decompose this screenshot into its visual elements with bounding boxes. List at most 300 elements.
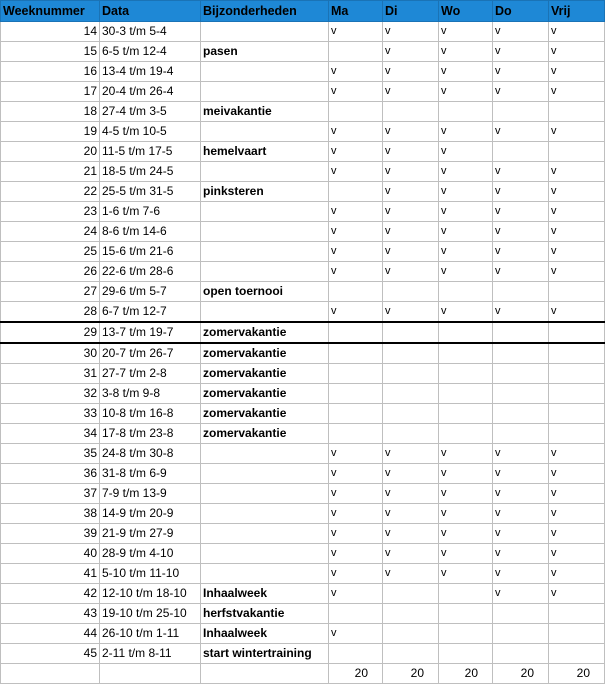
- day-cell-vrij[interactable]: [549, 384, 605, 404]
- note-cell[interactable]: pasen: [201, 42, 329, 62]
- day-cell-di[interactable]: [383, 384, 439, 404]
- day-cell-ma[interactable]: v: [329, 524, 383, 544]
- day-cell-vrij[interactable]: [549, 142, 605, 162]
- date-range-cell[interactable]: 7-9 t/m 13-9: [100, 484, 201, 504]
- day-cell-vrij[interactable]: v: [549, 242, 605, 262]
- week-number-cell[interactable]: 41: [1, 564, 100, 584]
- week-number-cell[interactable]: 30: [1, 343, 100, 364]
- day-cell-do[interactable]: [493, 364, 549, 384]
- day-cell-do[interactable]: [493, 343, 549, 364]
- table-row: [1, 444, 605, 464]
- week-number-cell[interactable]: 33: [1, 404, 100, 424]
- day-cell-wo[interactable]: [439, 102, 493, 122]
- day-cell-do[interactable]: [493, 384, 549, 404]
- day-cell-wo[interactable]: v: [439, 162, 493, 182]
- table-row: [1, 404, 605, 424]
- note-cell[interactable]: [201, 524, 329, 544]
- note-cell[interactable]: zomervakantie: [201, 364, 329, 384]
- day-cell-ma[interactable]: [329, 282, 383, 302]
- day-cell-do[interactable]: [493, 102, 549, 122]
- total-di[interactable]: 20: [383, 664, 439, 684]
- note-cell[interactable]: zomervakantie: [201, 424, 329, 444]
- day-cell-di[interactable]: v: [383, 504, 439, 524]
- day-cell-do[interactable]: v: [493, 222, 549, 242]
- day-cell-vrij[interactable]: v: [549, 444, 605, 464]
- day-cell-do[interactable]: v: [493, 484, 549, 504]
- header-wo[interactable]: Wo: [439, 1, 493, 22]
- week-number-cell[interactable]: 14: [1, 22, 100, 42]
- week-number-cell[interactable]: 25: [1, 242, 100, 262]
- note-cell[interactable]: [201, 22, 329, 42]
- table-row: [1, 584, 605, 604]
- week-number-cell[interactable]: 28: [1, 302, 100, 323]
- week-number-cell[interactable]: 37: [1, 484, 100, 504]
- week-number-cell[interactable]: 34: [1, 424, 100, 444]
- header-row: [1, 1, 605, 22]
- header-data[interactable]: Data: [100, 1, 201, 22]
- day-cell-ma[interactable]: [329, 384, 383, 404]
- day-cell-wo[interactable]: v: [439, 82, 493, 102]
- day-cell-di[interactable]: [383, 644, 439, 664]
- table-row: [1, 222, 605, 242]
- date-range-cell[interactable]: 4-5 t/m 10-5: [100, 122, 201, 142]
- day-cell-do[interactable]: [493, 282, 549, 302]
- note-cell[interactable]: pinksteren: [201, 182, 329, 202]
- day-cell-di[interactable]: [383, 424, 439, 444]
- date-range-cell[interactable]: 15-6 t/m 21-6: [100, 242, 201, 262]
- date-range-cell[interactable]: 26-10 t/m 1-11: [100, 624, 201, 644]
- day-cell-ma[interactable]: [329, 182, 383, 202]
- day-cell-wo[interactable]: [439, 364, 493, 384]
- table-row: [1, 524, 605, 544]
- date-range-cell[interactable]: 22-6 t/m 28-6: [100, 262, 201, 282]
- note-cell[interactable]: [201, 162, 329, 182]
- day-cell-vrij[interactable]: [549, 322, 605, 343]
- day-cell-do[interactable]: [493, 142, 549, 162]
- day-cell-vrij[interactable]: [549, 604, 605, 624]
- table-row: [1, 343, 605, 364]
- day-cell-vrij[interactable]: [549, 644, 605, 664]
- note-cell[interactable]: Inhaalweek: [201, 624, 329, 644]
- day-cell-wo[interactable]: v: [439, 464, 493, 484]
- week-number-cell[interactable]: 40: [1, 544, 100, 564]
- day-cell-wo[interactable]: v: [439, 544, 493, 564]
- day-cell-vrij[interactable]: v: [549, 22, 605, 42]
- day-cell-ma[interactable]: v: [329, 624, 383, 644]
- day-cell-wo[interactable]: v: [439, 262, 493, 282]
- day-cell-wo[interactable]: [439, 604, 493, 624]
- day-cell-ma[interactable]: v: [329, 544, 383, 564]
- day-cell-di[interactable]: [383, 282, 439, 302]
- day-cell-wo[interactable]: v: [439, 222, 493, 242]
- day-cell-di[interactable]: v: [383, 22, 439, 42]
- note-cell[interactable]: [201, 202, 329, 222]
- week-number-cell[interactable]: 42: [1, 584, 100, 604]
- week-number-cell[interactable]: 36: [1, 464, 100, 484]
- day-cell-ma[interactable]: v: [329, 444, 383, 464]
- day-cell-di[interactable]: [383, 322, 439, 343]
- day-cell-di[interactable]: v: [383, 222, 439, 242]
- day-cell-vrij[interactable]: [549, 102, 605, 122]
- date-range-cell[interactable]: 1-6 t/m 7-6: [100, 202, 201, 222]
- date-range-cell[interactable]: 30-3 t/m 5-4: [100, 22, 201, 42]
- day-cell-ma[interactable]: v: [329, 22, 383, 42]
- day-cell-ma[interactable]: v: [329, 262, 383, 282]
- day-cell-ma[interactable]: v: [329, 142, 383, 162]
- day-cell-vrij[interactable]: v: [549, 262, 605, 282]
- date-range-cell[interactable]: 6-5 t/m 12-4: [100, 42, 201, 62]
- week-number-cell[interactable]: 45: [1, 644, 100, 664]
- day-cell-wo[interactable]: v: [439, 42, 493, 62]
- week-number-cell[interactable]: 21: [1, 162, 100, 182]
- date-range-cell[interactable]: 20-4 t/m 26-4: [100, 82, 201, 102]
- note-cell[interactable]: [201, 444, 329, 464]
- day-cell-vrij[interactable]: [549, 282, 605, 302]
- table-row: [1, 62, 605, 82]
- day-cell-wo[interactable]: v: [439, 524, 493, 544]
- day-cell-do[interactable]: v: [493, 22, 549, 42]
- totals-blank-cell[interactable]: [201, 664, 329, 684]
- header-weeknummer[interactable]: Weeknummer: [1, 1, 100, 22]
- day-cell-di[interactable]: v: [383, 262, 439, 282]
- note-cell[interactable]: start wintertraining: [201, 644, 329, 664]
- day-cell-ma[interactable]: v: [329, 584, 383, 604]
- note-cell[interactable]: [201, 242, 329, 262]
- header-vrij[interactable]: Vrij: [549, 1, 605, 22]
- day-cell-vrij[interactable]: [549, 364, 605, 384]
- day-cell-ma[interactable]: v: [329, 484, 383, 504]
- day-cell-di[interactable]: v: [383, 182, 439, 202]
- date-range-cell[interactable]: 31-8 t/m 6-9: [100, 464, 201, 484]
- day-cell-do[interactable]: v: [493, 202, 549, 222]
- day-cell-di[interactable]: v: [383, 62, 439, 82]
- note-cell[interactable]: zomervakantie: [201, 322, 329, 343]
- note-cell[interactable]: [201, 62, 329, 82]
- day-cell-do[interactable]: v: [493, 162, 549, 182]
- day-cell-vrij[interactable]: [549, 424, 605, 444]
- week-number-cell[interactable]: 23: [1, 202, 100, 222]
- day-cell-vrij[interactable]: [549, 343, 605, 364]
- note-cell[interactable]: [201, 122, 329, 142]
- day-cell-wo[interactable]: [439, 282, 493, 302]
- day-cell-do[interactable]: v: [493, 42, 549, 62]
- table-row: [1, 384, 605, 404]
- day-cell-do[interactable]: [493, 624, 549, 644]
- day-cell-ma[interactable]: [329, 343, 383, 364]
- day-cell-do[interactable]: v: [493, 262, 549, 282]
- table-row: [1, 142, 605, 162]
- table-row: [1, 544, 605, 564]
- totals-blank-cell[interactable]: [1, 664, 100, 684]
- day-cell-vrij[interactable]: [549, 404, 605, 424]
- note-cell[interactable]: [201, 82, 329, 102]
- date-range-cell[interactable]: 28-9 t/m 4-10: [100, 544, 201, 564]
- day-cell-wo[interactable]: v: [439, 62, 493, 82]
- day-cell-di[interactable]: [383, 624, 439, 644]
- day-cell-wo[interactable]: v: [439, 202, 493, 222]
- day-cell-vrij[interactable]: v: [549, 82, 605, 102]
- totals-blank-cell[interactable]: [100, 664, 201, 684]
- day-cell-di[interactable]: [383, 584, 439, 604]
- date-range-cell[interactable]: 10-8 t/m 16-8: [100, 404, 201, 424]
- date-range-cell[interactable]: 29-6 t/m 5-7: [100, 282, 201, 302]
- week-number-cell[interactable]: 39: [1, 524, 100, 544]
- day-cell-ma[interactable]: v: [329, 202, 383, 222]
- header-di[interactable]: Di: [383, 1, 439, 22]
- date-range-cell[interactable]: 2-11 t/m 8-11: [100, 644, 201, 664]
- week-number-cell[interactable]: 38: [1, 504, 100, 524]
- total-wo[interactable]: 20: [439, 664, 493, 684]
- date-range-cell[interactable]: 19-10 t/m 25-10: [100, 604, 201, 624]
- day-cell-vrij[interactable]: v: [549, 202, 605, 222]
- day-cell-di[interactable]: v: [383, 242, 439, 262]
- header-ma[interactable]: Ma: [329, 1, 383, 22]
- table-row: [1, 202, 605, 222]
- week-number-cell[interactable]: 19: [1, 122, 100, 142]
- day-cell-do[interactable]: v: [493, 182, 549, 202]
- note-cell[interactable]: zomervakantie: [201, 384, 329, 404]
- day-cell-do[interactable]: [493, 424, 549, 444]
- date-range-cell[interactable]: 5-10 t/m 11-10: [100, 564, 201, 584]
- day-cell-di[interactable]: [383, 404, 439, 424]
- date-range-cell[interactable]: 24-8 t/m 30-8: [100, 444, 201, 464]
- week-number-cell[interactable]: 18: [1, 102, 100, 122]
- day-cell-wo[interactable]: v: [439, 504, 493, 524]
- note-cell[interactable]: open toernooi: [201, 282, 329, 302]
- day-cell-vrij[interactable]: v: [549, 302, 605, 323]
- day-cell-ma[interactable]: [329, 42, 383, 62]
- table-row: [1, 42, 605, 62]
- day-cell-wo[interactable]: [439, 584, 493, 604]
- note-cell[interactable]: [201, 484, 329, 504]
- day-cell-do[interactable]: v: [493, 82, 549, 102]
- day-cell-di[interactable]: v: [383, 122, 439, 142]
- day-cell-di[interactable]: [383, 343, 439, 364]
- day-cell-wo[interactable]: v: [439, 242, 493, 262]
- day-cell-do[interactable]: [493, 322, 549, 343]
- day-cell-ma[interactable]: v: [329, 62, 383, 82]
- day-cell-ma[interactable]: v: [329, 242, 383, 262]
- note-cell[interactable]: [201, 222, 329, 242]
- table-row: [1, 162, 605, 182]
- table-row: [1, 564, 605, 584]
- table-row: [1, 644, 605, 664]
- day-cell-di[interactable]: [383, 604, 439, 624]
- day-cell-ma[interactable]: [329, 424, 383, 444]
- day-cell-do[interactable]: v: [493, 122, 549, 142]
- day-cell-di[interactable]: v: [383, 564, 439, 584]
- day-cell-ma[interactable]: [329, 102, 383, 122]
- day-cell-di[interactable]: v: [383, 302, 439, 323]
- day-cell-do[interactable]: v: [493, 62, 549, 82]
- day-cell-ma[interactable]: [329, 322, 383, 343]
- week-number-cell[interactable]: 24: [1, 222, 100, 242]
- day-cell-vrij[interactable]: v: [549, 584, 605, 604]
- day-cell-vrij[interactable]: v: [549, 524, 605, 544]
- date-range-cell[interactable]: 27-7 t/m 2-8: [100, 364, 201, 384]
- header-do[interactable]: Do: [493, 1, 549, 22]
- day-cell-wo[interactable]: v: [439, 444, 493, 464]
- note-cell[interactable]: [201, 564, 329, 584]
- week-number-cell[interactable]: 16: [1, 62, 100, 82]
- date-range-cell[interactable]: 3-8 t/m 9-8: [100, 384, 201, 404]
- day-cell-do[interactable]: v: [493, 302, 549, 323]
- day-cell-do[interactable]: v: [493, 504, 549, 524]
- day-cell-wo[interactable]: [439, 343, 493, 364]
- table-row: [1, 464, 605, 484]
- week-number-cell[interactable]: 26: [1, 262, 100, 282]
- table-row: [1, 302, 605, 323]
- day-cell-do[interactable]: v: [493, 584, 549, 604]
- day-cell-ma[interactable]: [329, 604, 383, 624]
- day-cell-wo[interactable]: [439, 624, 493, 644]
- day-cell-do[interactable]: [493, 604, 549, 624]
- day-cell-ma[interactable]: [329, 644, 383, 664]
- day-cell-di[interactable]: v: [383, 82, 439, 102]
- day-cell-vrij[interactable]: v: [549, 484, 605, 504]
- date-range-cell[interactable]: 18-5 t/m 24-5: [100, 162, 201, 182]
- note-cell[interactable]: [201, 544, 329, 564]
- table-row: [1, 604, 605, 624]
- day-cell-ma[interactable]: v: [329, 302, 383, 323]
- week-number-cell[interactable]: 22: [1, 182, 100, 202]
- day-cell-di[interactable]: v: [383, 162, 439, 182]
- date-range-cell[interactable]: 20-7 t/m 26-7: [100, 343, 201, 364]
- day-cell-wo[interactable]: [439, 384, 493, 404]
- day-cell-wo[interactable]: v: [439, 142, 493, 162]
- day-cell-do[interactable]: v: [493, 544, 549, 564]
- day-cell-wo[interactable]: v: [439, 302, 493, 323]
- week-number-cell[interactable]: 15: [1, 42, 100, 62]
- note-cell[interactable]: [201, 262, 329, 282]
- table-row: [1, 22, 605, 42]
- day-cell-wo[interactable]: v: [439, 564, 493, 584]
- day-cell-di[interactable]: v: [383, 202, 439, 222]
- day-cell-ma[interactable]: v: [329, 222, 383, 242]
- date-range-cell[interactable]: 12-10 t/m 18-10: [100, 584, 201, 604]
- day-cell-wo[interactable]: [439, 404, 493, 424]
- date-range-cell[interactable]: 27-4 t/m 3-5: [100, 102, 201, 122]
- date-range-cell[interactable]: 8-6 t/m 14-6: [100, 222, 201, 242]
- week-number-cell[interactable]: 43: [1, 604, 100, 624]
- day-cell-vrij[interactable]: v: [549, 62, 605, 82]
- day-cell-wo[interactable]: v: [439, 182, 493, 202]
- note-cell[interactable]: [201, 302, 329, 323]
- day-cell-do[interactable]: v: [493, 444, 549, 464]
- date-range-cell[interactable]: 21-9 t/m 27-9: [100, 524, 201, 544]
- day-cell-di[interactable]: v: [383, 42, 439, 62]
- date-range-cell[interactable]: 25-5 t/m 31-5: [100, 182, 201, 202]
- day-cell-vrij[interactable]: [549, 624, 605, 644]
- table-row: [1, 182, 605, 202]
- day-cell-vrij[interactable]: v: [549, 222, 605, 242]
- week-number-cell[interactable]: 29: [1, 322, 100, 343]
- day-cell-do[interactable]: v: [493, 464, 549, 484]
- table-row: [1, 242, 605, 262]
- date-range-cell[interactable]: 14-9 t/m 20-9: [100, 504, 201, 524]
- day-cell-vrij[interactable]: v: [549, 182, 605, 202]
- day-cell-wo[interactable]: [439, 424, 493, 444]
- total-do[interactable]: 20: [493, 664, 549, 684]
- table-row: [1, 424, 605, 444]
- day-cell-wo[interactable]: [439, 322, 493, 343]
- table-row: [1, 282, 605, 302]
- day-cell-vrij[interactable]: v: [549, 162, 605, 182]
- day-cell-ma[interactable]: v: [329, 162, 383, 182]
- total-ma[interactable]: 20: [329, 664, 383, 684]
- day-cell-ma[interactable]: v: [329, 564, 383, 584]
- day-cell-ma[interactable]: v: [329, 504, 383, 524]
- note-cell[interactable]: hemelvaart: [201, 142, 329, 162]
- day-cell-do[interactable]: v: [493, 564, 549, 584]
- day-cell-vrij[interactable]: v: [549, 464, 605, 484]
- week-number-cell[interactable]: 27: [1, 282, 100, 302]
- day-cell-vrij[interactable]: v: [549, 122, 605, 142]
- note-cell[interactable]: [201, 464, 329, 484]
- note-cell[interactable]: zomervakantie: [201, 404, 329, 424]
- date-range-cell[interactable]: 11-5 t/m 17-5: [100, 142, 201, 162]
- day-cell-di[interactable]: v: [383, 142, 439, 162]
- date-range-cell[interactable]: 6-7 t/m 12-7: [100, 302, 201, 323]
- day-cell-ma[interactable]: v: [329, 464, 383, 484]
- day-cell-vrij[interactable]: v: [549, 42, 605, 62]
- day-cell-ma[interactable]: v: [329, 82, 383, 102]
- day-cell-di[interactable]: v: [383, 544, 439, 564]
- table-row: [1, 262, 605, 282]
- table-row: [1, 504, 605, 524]
- day-cell-wo[interactable]: v: [439, 22, 493, 42]
- day-cell-di[interactable]: [383, 364, 439, 384]
- day-cell-di[interactable]: v: [383, 464, 439, 484]
- table-row: [1, 364, 605, 384]
- day-cell-wo[interactable]: v: [439, 122, 493, 142]
- week-number-cell[interactable]: 20: [1, 142, 100, 162]
- week-number-cell[interactable]: 35: [1, 444, 100, 464]
- note-cell[interactable]: herfstvakantie: [201, 604, 329, 624]
- note-cell[interactable]: Inhaalweek: [201, 584, 329, 604]
- table-row: [1, 624, 605, 644]
- day-cell-ma[interactable]: [329, 404, 383, 424]
- day-cell-do[interactable]: [493, 404, 549, 424]
- day-cell-di[interactable]: [383, 102, 439, 122]
- day-cell-di[interactable]: v: [383, 444, 439, 464]
- total-vrij[interactable]: 20: [549, 664, 605, 684]
- day-cell-wo[interactable]: [439, 644, 493, 664]
- day-cell-di[interactable]: v: [383, 484, 439, 504]
- day-cell-do[interactable]: [493, 644, 549, 664]
- day-cell-vrij[interactable]: v: [549, 544, 605, 564]
- week-number-cell[interactable]: 32: [1, 384, 100, 404]
- note-cell[interactable]: [201, 504, 329, 524]
- date-range-cell[interactable]: 17-8 t/m 23-8: [100, 424, 201, 444]
- date-range-cell[interactable]: 13-7 t/m 19-7: [100, 322, 201, 343]
- week-number-cell[interactable]: 17: [1, 82, 100, 102]
- day-cell-ma[interactable]: v: [329, 122, 383, 142]
- day-cell-vrij[interactable]: v: [549, 504, 605, 524]
- header-bijzonderheden[interactable]: Bijzonderheden: [201, 1, 329, 22]
- note-cell[interactable]: meivakantie: [201, 102, 329, 122]
- day-cell-di[interactable]: v: [383, 524, 439, 544]
- note-cell[interactable]: zomervakantie: [201, 343, 329, 364]
- day-cell-vrij[interactable]: v: [549, 564, 605, 584]
- day-cell-wo[interactable]: v: [439, 484, 493, 504]
- week-number-cell[interactable]: 44: [1, 624, 100, 644]
- date-range-cell[interactable]: 13-4 t/m 19-4: [100, 62, 201, 82]
- week-number-cell[interactable]: 31: [1, 364, 100, 384]
- day-cell-do[interactable]: v: [493, 242, 549, 262]
- day-cell-do[interactable]: v: [493, 524, 549, 544]
- day-cell-ma[interactable]: [329, 364, 383, 384]
